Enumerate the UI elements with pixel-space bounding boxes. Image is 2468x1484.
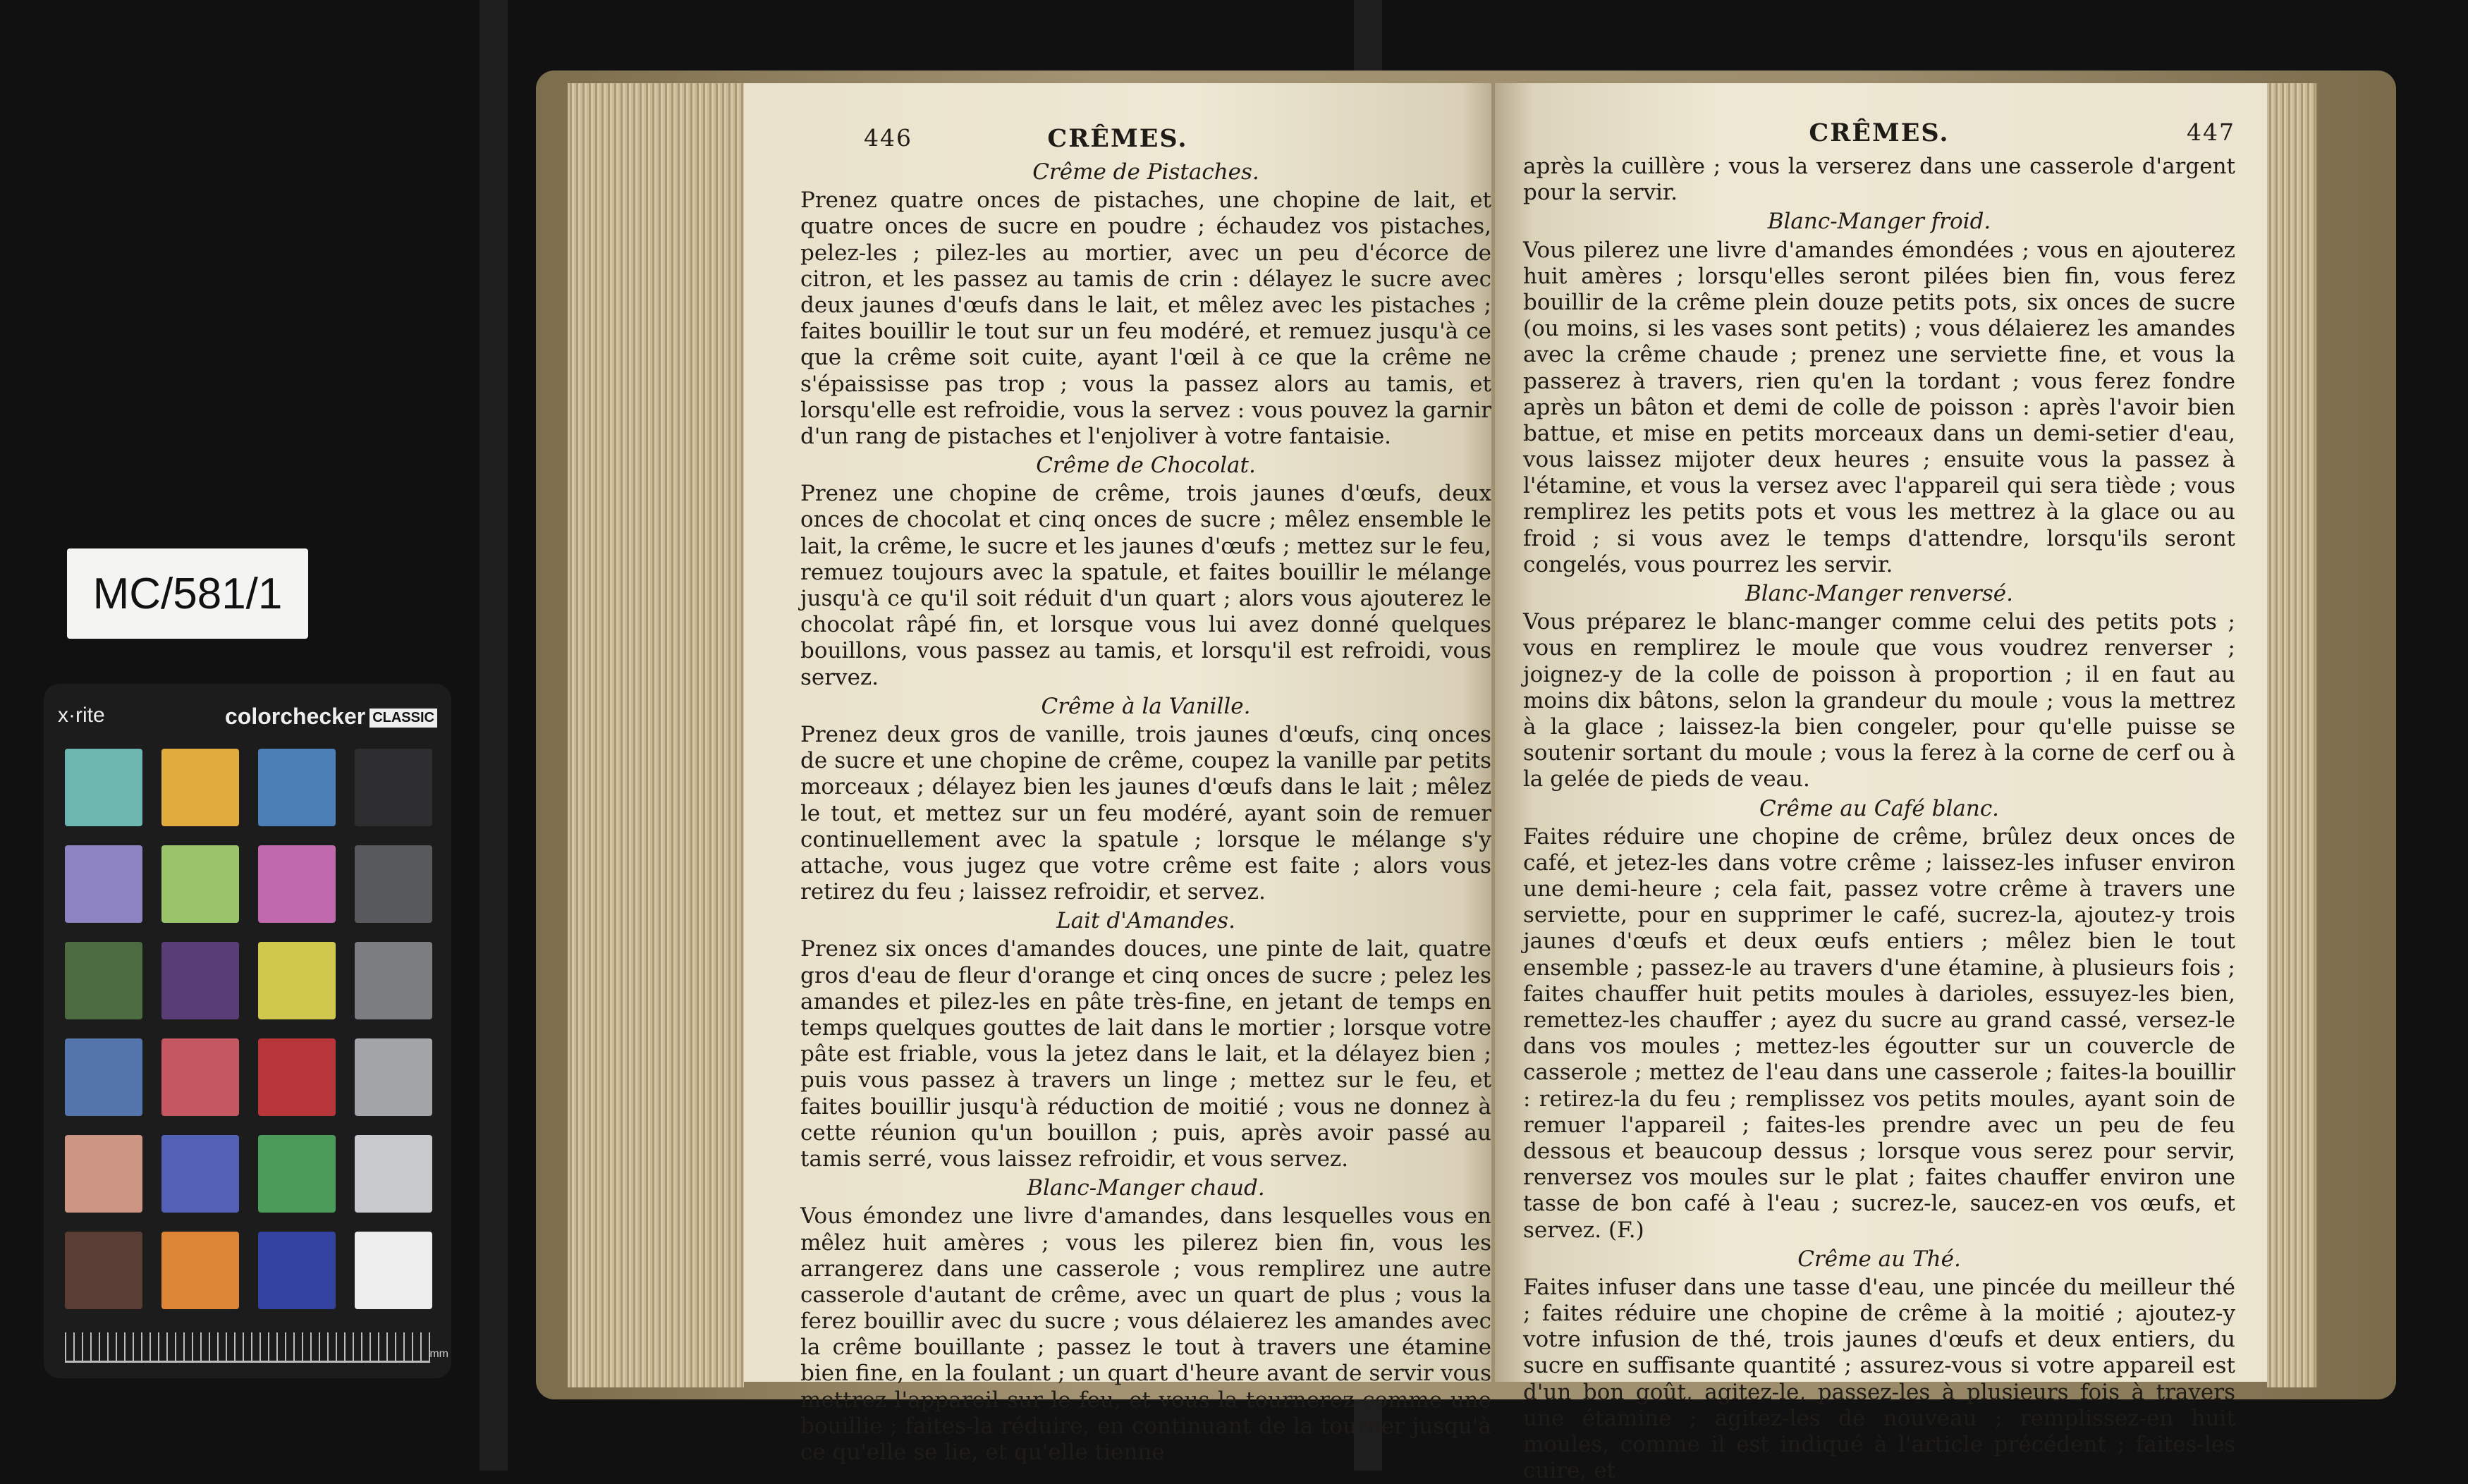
color-swatch [161,749,239,826]
recipe-text: Vous préparez le blanc-manger comme celui des petits pots ; vous en remplirez le moule que vous voudrez renverser ; joignez-y de la colle de poisson à proportion ; il en faut au moins dix bâtons, selon la grandeur du moule ; vous la mettrez à la glace ; laissez-la bien congeler, pour qu'elle puisse se soutenir sortant du moule ; vous la ferez à la corne de cerf ou à la gelée de pieds de veau. [1523,609,2235,792]
left-page-sections [800,159,1491,1466]
reference-label: MC/581/1 [92,569,283,618]
recipe-text: Vous pilerez une livre d'amandes émondées ; vous en ajouterez huit amères ; lorsqu'elles seront pilées bien fin, vous ferez bouillir de la crême plein douze petits pots, six onces de sucre (ou moins, si les vases sont petits) ; vous délaierez les amandes avec la crême chaude ; prenez une serviette fine, et vous la passerez à travers, rien qu'en la tordant ; vous ferez fondre après un bâton et demi de colle de poisson : après l'avoir bien battue, et mise en petits morceaux dans un demi-setier d'eau, vous laissez mijoter deux heures ; ensuite vous la passez à l'étamine, et vous la versez avec l'appareil qui sera tiède ; vous remplirez les petits pots et vous les mettrez à la glace ou au froid ; si vous avez le temps d'attendre, lorsqu'ils seront congelés, vous pourrez les servir. [1523,237,2235,577]
recipe-heading: Blanc-Manger renversé. [1745,581,2013,606]
color-swatch [355,1135,432,1213]
left-page [744,83,1491,1465]
recipe-heading: Lait d'Amandes. [1056,908,1235,934]
color-swatch [161,845,239,923]
color-swatch [355,942,432,1019]
color-swatch [258,845,336,923]
page-edges-left [568,83,744,1387]
color-swatch [65,1135,142,1213]
continued-paragraph: après la cuillère ; vous la verserez dans une casserole d'argent pour la servir. [1523,154,2235,206]
page-number: 446 [864,124,912,152]
recipe-section [1523,1246,2235,1484]
recipe-section [800,159,1491,450]
color-swatch [161,942,239,1019]
color-swatch [355,845,432,923]
page-number: 447 [2187,118,2235,146]
running-head [1523,118,2235,148]
running-title: CRÊMES. [1047,124,1188,153]
page-edges-right [2267,83,2316,1387]
color-swatch [65,1232,142,1309]
recipe-text: Faites réduire une chopine de crême, brûlez deux onces de café, et jetez-les dans votre crême ; laissez-les infuser environ une demi-heure ; cela fait, passez votre crême à travers une serviette, pour en supprimer le café, sucrez-la, ajoutez-y trois jaunes d'œufs et deux œufs entiers ; mêlez bien le tout ensemble ; passez-le au travers d'une étamine, à plusieurs fois ; faites chauffer huit petits moules à darioles, essuyez-les bien, remettez-les chauffer ; ayez du sucre au grand cassé, versez-le dans vos moules ; mettez-les égoutter sur un couvercle de casserole ; mettez de l'eau dans une casserole ; faites-la bouillir : retirez-la du feu ; remplissez vos petits moules, ayant soin de remuer l'appareil ; faites-les prendre avec un peu de feu dessous et beaucoup dessus ; lorsque vous serez pour servir, renversez vos moules sur le plat ; faites chauffer environ une tasse de bon café à l'eau ; sucrez-le, saucez-en vos œufs, et servez. (F.) [1523,823,2235,1243]
recipe-section [800,1175,1491,1466]
recipe-text: Vous émondez une livre d'amandes, dans lesquelles vous en mêlez huit amères ; vous les pilerez bien fin, vous les arrangerez dans une casserole ; vous remplirez une autre casserole d'autant de crême, avec un quart de plus ; vous la ferez bouillir avec du sucre ; vous délaierez les amandes avec la crême bouillante ; passez le tout à travers une étamine bien fine, en la foulant ; un quart d'heure avant de servir vous mettrez l'appareil sur le feu, et vous la tournerez comme une bouillie ; faites-la réduire, en continuant de la tourner jusqu'à ce qu'elle se lie, et qu'elle tienne [800,1203,1491,1465]
reference-card [67,548,308,639]
color-swatch [65,845,142,923]
color-swatch [65,942,142,1019]
right-page [1495,83,2267,1484]
running-title: CRÊMES. [1809,118,1950,147]
running-head [744,124,1491,154]
color-swatch [258,1135,336,1213]
recipe-text: Prenez six onces d'amandes douces, une pinte de lait, quatre gros d'eau de fleur d'orange et cinq onces de sucre ; pelez les amandes et pilez-les en pâte très-fine, en jetant de temps en temps quelques gouttes de lait dans le mortier ; lorsque votre pâte est friable, vous la jetez dans le lait, et la délayez bien ; puis vous passez à travers un linge ; mettez sur le feu, et faites bouillir jusqu'à réduction de moitié ; vous ne donnez à cette réunion qu'un bouillon ; puis, après avoir passé au tamis serré, vous laissez refroidir, et vous servez. [800,936,1491,1172]
color-swatch [258,1038,336,1116]
recipe-section [800,908,1491,1172]
recipe-heading: Crême au Thé. [1797,1246,1961,1272]
recipe-section [1523,209,2235,578]
color-swatch [355,1232,432,1309]
color-swatch [161,1038,239,1116]
checker-ruler: mm [65,1332,430,1363]
recipe-heading: Crême au Café blanc. [1759,795,2000,821]
recipe-section [800,453,1491,691]
recipe-section [1523,581,2235,793]
recipe-heading: Blanc-Manger chaud. [1027,1175,1265,1201]
backdrop-stripe [479,0,508,1471]
color-checker [44,684,451,1378]
right-page-sections [1523,209,2235,1484]
color-swatch [65,749,142,826]
recipe-heading: Crême de Chocolat. [1036,453,1256,479]
recipe-text: Prenez deux gros de vanille, trois jaunes d'œufs, cinq onces de sucre et une chopine de crême, coupez la vanille par petits morceaux ; délayez bien les jaunes d'œufs dans le lait ; mêlez le tout, et mettez sur un feu modéré, ayant soin de remuer continuellement avec la spatule ; lorsque le mélange s'y attache, vous jugez que votre crême est faite ; alors vous retirez du feu ; laissez refroidir, et servez. [800,721,1491,905]
xrite-logo: x·rite [58,704,105,727]
recipe-text: Faites infuser dans une tasse d'eau, une pincée du meilleur thé ; faites réduire une chopine de crême à la moitié ; ajoutez-y votre infusion de thé, trois jaunes d'œufs et deux entiers, du sucre en suffisante quantité ; assurez-vous si votre appareil est d'un bon goût, agitez-le, passez-les à plusieurs fois à travers une étamine ; agitez-les de nouveau ; remplissez-en huit moules, comme il est indiqué à l'article précédent ; faites-les cuire, et [1523,1274,2235,1484]
color-swatch [65,1038,142,1116]
recipe-heading: Crême de Pistaches. [1032,159,1259,185]
recipe-section [800,694,1491,906]
color-swatch [161,1232,239,1309]
recipe-heading: Blanc-Manger froid. [1767,209,1991,235]
color-swatch [355,749,432,826]
color-swatch [161,1135,239,1213]
color-swatch [258,942,336,1019]
checker-brand [58,699,437,735]
color-swatch [258,1232,336,1309]
recipe-section [1523,796,2235,1244]
recipe-text: Prenez une chopine de crême, trois jaunes d'œufs, deux onces de chocolat et cinq onces de sucre ; mêlez ensemble le lait, la crême, le sucre et les jaunes d'œufs ; mettez sur le feu, remuez toujours avec la spatule, et faites bouillir le mélange jusqu'à ce qu'il soit réduit d'un quart ; alors vous ajouterez le chocolat râpé fin, et lorsque vous lui avez donné quelques bouillons, vous passez au tamis, et lorsqu'il est refroidi, vous servez. [800,481,1491,690]
color-swatch [258,749,336,826]
checker-product: colorchecker CLASSIC [225,704,437,730]
recipe-heading: Crême à la Vanille. [1041,693,1251,719]
color-swatch [355,1038,432,1116]
recipe-text: Prenez quatre onces de pistaches, une chopine de lait, et quatre onces de sucre en poudre ; échaudez vos pistaches, pelez-les ; pilez-les au mortier, avec un peu d'écorce de citron, et les passez au tamis de crin : délayez le sucre avec deux jaunes d'œufs dans le lait, et mêlez avec les pistaches ; faites bouillir le tout sur un feu modéré, et remuez jusqu'à ce que la crême soit cuite, ayant l'œil à ce que la crême ne s'épaississe pas trop ; vous la passez alors au tamis, et lorsqu'elle est refroidie, vous la servez : vous pouvez la garnir d'un rang de pistaches et l'enjoliver à votre fantaisie. [800,188,1491,449]
